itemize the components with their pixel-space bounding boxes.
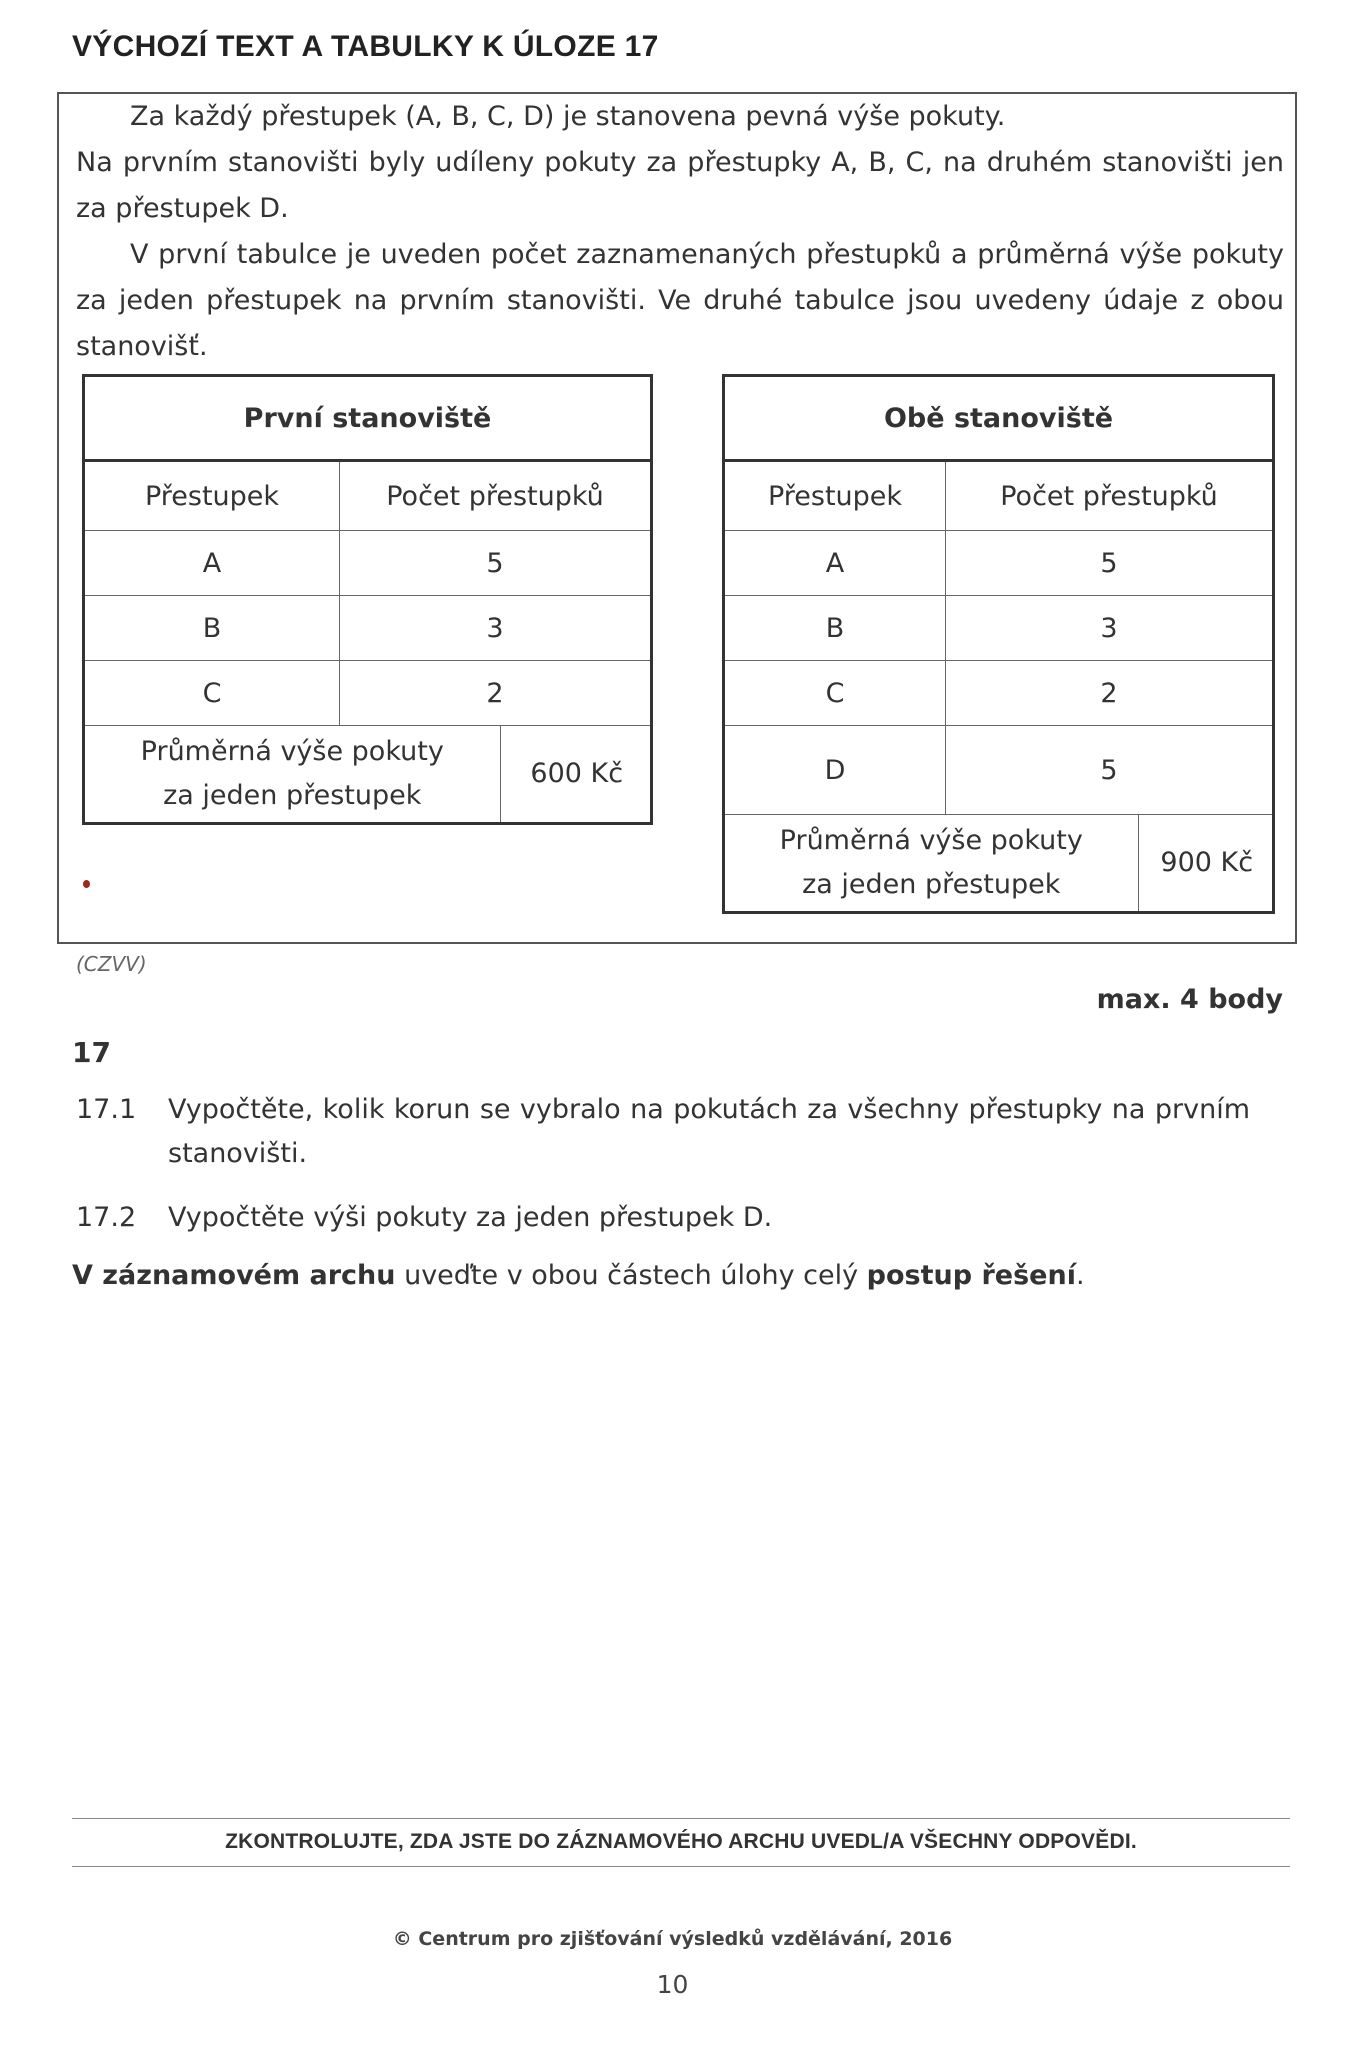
intro-line-2: Na prvním stanovišti byly udíleny pokuty za přestupky A, B, C, na druhém stanovišti jen za přestupek D. [76, 147, 1284, 224]
check-answers-notice: ZKONTROLUJTE, ZDA JSTE DO ZÁZNAMOVÉHO ARCHU UVEDL/A VŠECHNY ODPOVĚDI. [225, 1830, 1137, 1853]
section-heading: VÝCHOZÍ TEXT A TABULKY K ÚLOZE 17 [72, 30, 659, 63]
offense-cell: C [724, 661, 946, 726]
offense-cell: B [84, 596, 340, 661]
intro-paragraph-1 [76, 94, 1284, 232]
count-cell: 5 [946, 726, 1274, 815]
subtask-number: 17.2 [76, 1202, 137, 1233]
table-first-station [82, 374, 653, 825]
average-fine-row [724, 815, 1274, 913]
table-row [84, 531, 652, 596]
table-row [724, 531, 1274, 596]
offense-cell: B [724, 596, 946, 661]
subtask-17-1 [76, 1088, 1256, 1184]
subtask-17-2 [76, 1196, 1256, 1244]
table-row [84, 596, 652, 661]
table-both-stations [722, 374, 1275, 914]
column-header-count: Počet přestupků [946, 461, 1274, 531]
page-number: 10 [656, 1970, 689, 1999]
average-fine-value: 900 Kč [1160, 847, 1254, 878]
table-row [724, 661, 1274, 726]
copyright: © Centrum pro zjišťování výsledků vzdělávání, 2016 [392, 1928, 953, 1950]
offense-cell: D [724, 726, 946, 815]
table-row [724, 726, 1274, 815]
count-cell: 2 [946, 661, 1274, 726]
table-title: První stanoviště [84, 376, 652, 461]
subtask-text: Vypočtěte výši pokuty za jeden přestupek D. [168, 1202, 773, 1233]
intro-paragraph-2: V první tabulce je uveden počet zaznamenaných přestupků a průměrná výše pokuty za jeden přestupek na prvním stanovišti. Ve druhé tabulce jsou uvedeny údaje z obou stanovišť. [76, 239, 1284, 362]
average-fine-row [84, 726, 652, 824]
count-cell: 3 [946, 596, 1274, 661]
intro-line-1: Za každý přestupek (A, B, C, D) je stanovena pevná výše pokuty. [130, 101, 1006, 132]
average-fine-label: Průměrná výše pokuty za jeden přestupek [85, 726, 500, 822]
footer-rule-top [72, 1818, 1290, 1819]
subtask-text: Vypočtěte, kolik korun se vybralo na pokutách za všechny přestupky na prvním stanovišti. [168, 1094, 1250, 1169]
average-fine-label: Průměrná výše pokuty za jeden přestupek [725, 815, 1138, 911]
table-title: Obě stanoviště [724, 376, 1274, 461]
count-cell: 5 [946, 531, 1274, 596]
table-row [84, 661, 652, 726]
source-label: (CZVV) [76, 952, 147, 976]
instruction: V záznamovém archu uveďte v obou částech úlohy celý postup řešení. [72, 1260, 1085, 1291]
column-header-offense: Přestupek [84, 461, 340, 531]
column-header-count: Počet přestupků [340, 461, 652, 531]
offense-cell: A [724, 531, 946, 596]
count-cell: 2 [340, 661, 652, 726]
offense-cell: C [84, 661, 340, 726]
average-fine-value: 600 Kč [530, 758, 624, 789]
offense-cell: A [84, 531, 340, 596]
ink-dot [83, 880, 90, 888]
column-header-offense: Přestupek [724, 461, 946, 531]
max-points: max. 4 body [1096, 984, 1283, 1015]
task-number: 17 [72, 1036, 111, 1069]
footer-rule-bottom [72, 1866, 1290, 1867]
table-row [724, 596, 1274, 661]
count-cell: 3 [340, 596, 652, 661]
subtask-number: 17.1 [76, 1094, 137, 1125]
count-cell: 5 [340, 531, 652, 596]
